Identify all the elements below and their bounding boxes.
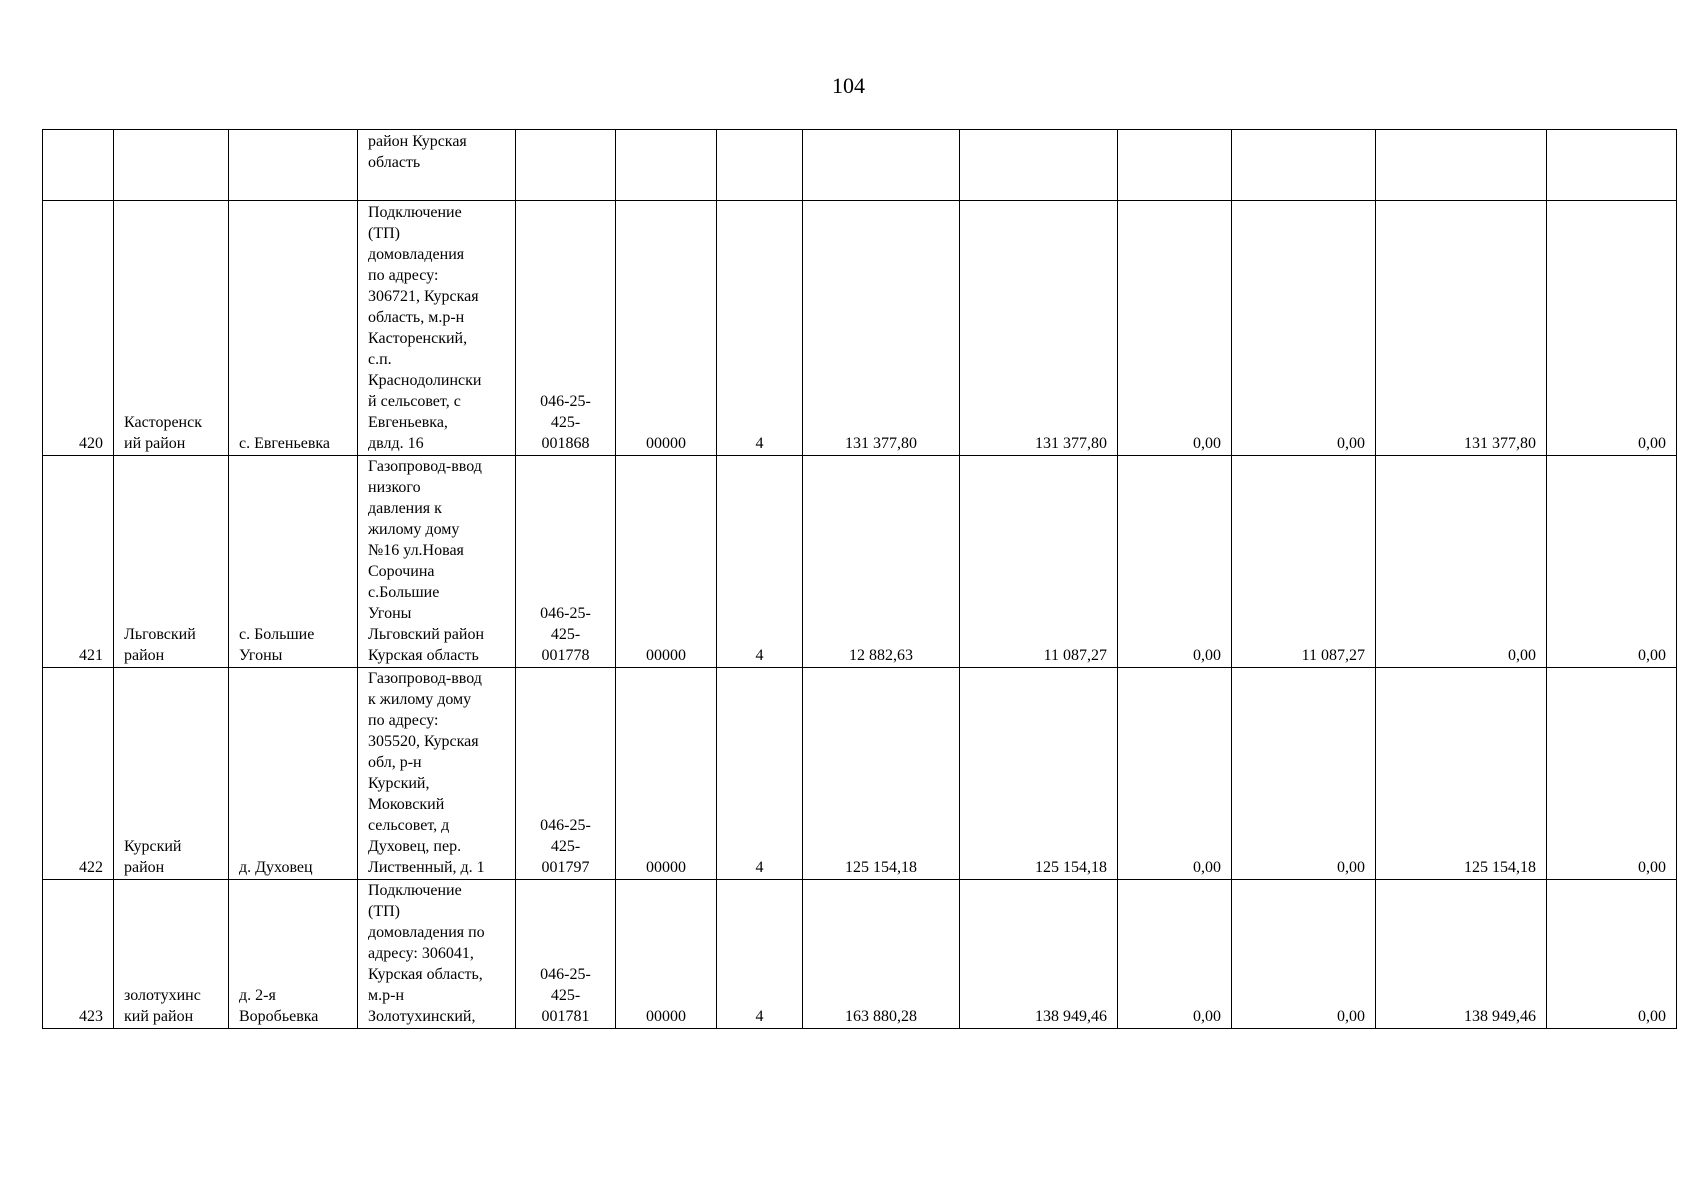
cell-kbk bbox=[616, 130, 717, 201]
cell-value-6: 0,00 bbox=[1547, 880, 1677, 1029]
table-row bbox=[43, 456, 1677, 668]
cell-district: Касторенск ий район bbox=[114, 201, 229, 456]
cell-value-5: 0,00 bbox=[1376, 456, 1547, 668]
cell-value-3 bbox=[1118, 130, 1232, 201]
table-row bbox=[43, 201, 1677, 456]
cell-district: Льговский район bbox=[114, 456, 229, 668]
cell-no bbox=[43, 130, 114, 201]
page-number: 104 bbox=[832, 73, 865, 98]
cell-value-1 bbox=[803, 130, 960, 201]
cell-value-4: 0,00 bbox=[1232, 668, 1376, 880]
cell-value-3: 0,00 bbox=[1118, 880, 1232, 1029]
cell-settlement: с. Евгеньевка bbox=[229, 201, 358, 456]
cell-value-3: 0,00 bbox=[1118, 456, 1232, 668]
cell-value-5 bbox=[1376, 130, 1547, 201]
cell-kbk: 00000 bbox=[616, 668, 717, 880]
cell-value-6: 0,00 bbox=[1547, 201, 1677, 456]
cell-value-6: 0,00 bbox=[1547, 668, 1677, 880]
register-table bbox=[42, 129, 1677, 1029]
cell-value-2: 11 087,27 bbox=[960, 456, 1118, 668]
cell-settlement bbox=[229, 130, 358, 201]
cell-category: 4 bbox=[717, 201, 803, 456]
cell-value-2: 125 154,18 bbox=[960, 668, 1118, 880]
cell-value-2 bbox=[960, 130, 1118, 201]
cell-value-3: 0,00 bbox=[1118, 668, 1232, 880]
cell-value-3: 0,00 bbox=[1118, 201, 1232, 456]
cell-code: 046-25- 425- 001868 bbox=[516, 201, 616, 456]
cell-value-5: 125 154,18 bbox=[1376, 668, 1547, 880]
cell-value-1: 12 882,63 bbox=[803, 456, 960, 668]
table-row bbox=[43, 880, 1677, 1029]
cell-code: 046-25- 425- 001778 bbox=[516, 456, 616, 668]
cell-kbk: 00000 bbox=[616, 201, 717, 456]
cell-code: 046-25- 425- 001781 bbox=[516, 880, 616, 1029]
cell-category: 4 bbox=[717, 880, 803, 1029]
cell-settlement: с. Большие Угоны bbox=[229, 456, 358, 668]
cell-settlement: д. Духовец bbox=[229, 668, 358, 880]
cell-settlement: д. 2-я Воробьевка bbox=[229, 880, 358, 1029]
cell-value-4: 11 087,27 bbox=[1232, 456, 1376, 668]
cell-no: 421 bbox=[43, 456, 114, 668]
cell-description: район Курская область bbox=[358, 130, 516, 201]
cell-description: Подключение (ТП) домовладения по адресу: 306041, Курская область, м.р-н Золотухинский, bbox=[358, 880, 516, 1029]
cell-category bbox=[717, 130, 803, 201]
cell-value-6: 0,00 bbox=[1547, 456, 1677, 668]
cell-district: Курский район bbox=[114, 668, 229, 880]
cell-category: 4 bbox=[717, 456, 803, 668]
cell-value-2: 138 949,46 bbox=[960, 880, 1118, 1029]
cell-category: 4 bbox=[717, 668, 803, 880]
cell-district: золотухинс кий район bbox=[114, 880, 229, 1029]
cell-kbk: 00000 bbox=[616, 456, 717, 668]
cell-district bbox=[114, 130, 229, 201]
cell-value-6 bbox=[1547, 130, 1677, 201]
cell-description: Газопровод-ввод к жилому дому по адресу: 305520, Курская обл, р-н Курский, Моковский сельсовет, д Духовец, пер. Лиственный, д. 1 bbox=[358, 668, 516, 880]
cell-code bbox=[516, 130, 616, 201]
cell-value-4 bbox=[1232, 130, 1376, 201]
cell-value-1: 125 154,18 bbox=[803, 668, 960, 880]
cell-no: 420 bbox=[43, 201, 114, 456]
cell-description: Подключение (ТП) домовладения по адресу: 306721, Курская область, м.р-н Касторенский, с.п. Краснодолински й сельсовет, с Евгеньевка, двлд. 16 bbox=[358, 201, 516, 456]
cell-value-1: 163 880,28 bbox=[803, 880, 960, 1029]
cell-value-5: 131 377,80 bbox=[1376, 201, 1547, 456]
cell-no: 423 bbox=[43, 880, 114, 1029]
cell-value-1: 131 377,80 bbox=[803, 201, 960, 456]
cell-value-4: 0,00 bbox=[1232, 201, 1376, 456]
cell-description: Газопровод-ввод низкого давления к жилому дому №16 ул.Новая Сорочина с.Большие Угоны Льговский район Курская область bbox=[358, 456, 516, 668]
cell-value-5: 138 949,46 bbox=[1376, 880, 1547, 1029]
cell-value-4: 0,00 bbox=[1232, 880, 1376, 1029]
cell-code: 046-25- 425- 001797 bbox=[516, 668, 616, 880]
table-row bbox=[43, 668, 1677, 880]
table-row-continuation bbox=[43, 130, 1677, 201]
cell-kbk: 00000 bbox=[616, 880, 717, 1029]
cell-value-2: 131 377,80 bbox=[960, 201, 1118, 456]
cell-no: 422 bbox=[43, 668, 114, 880]
